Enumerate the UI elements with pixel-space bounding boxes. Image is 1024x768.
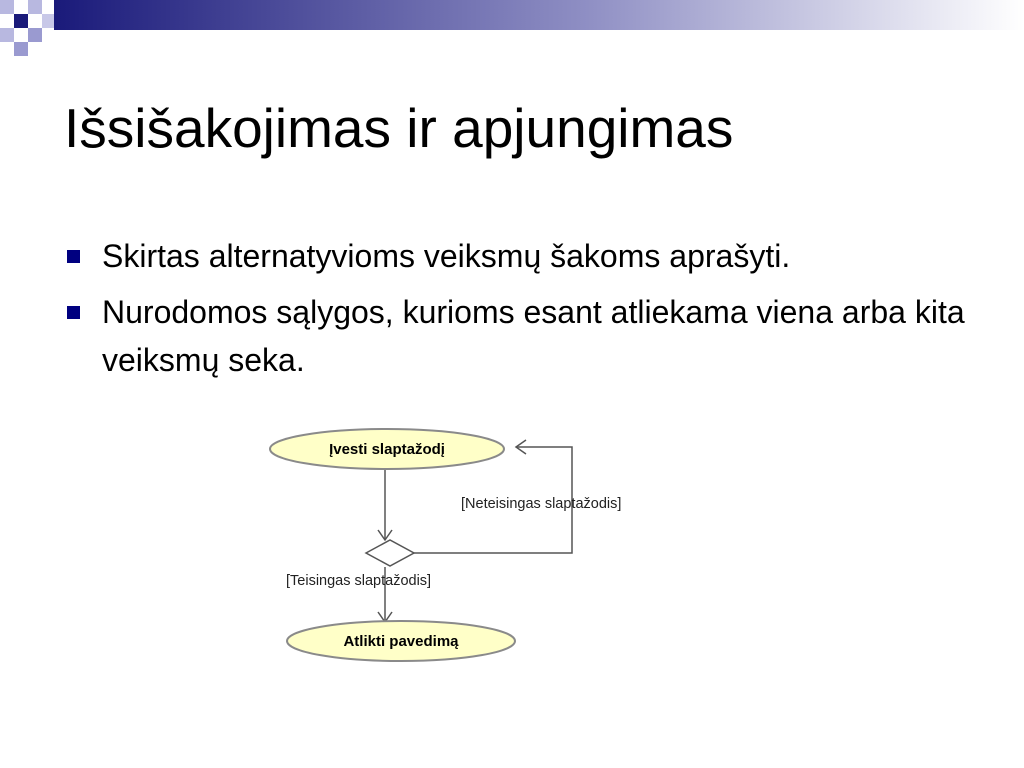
square-bullet-icon bbox=[67, 250, 80, 263]
bullet-text: Nurodomos sąlygos, kurioms esant atliekama viena arba kita veiksmų seka. bbox=[102, 294, 965, 378]
bullet-list bbox=[64, 232, 984, 392]
top-banner bbox=[0, 0, 1024, 64]
square-bullet-icon bbox=[67, 306, 80, 319]
decision-diamond bbox=[366, 540, 414, 566]
activity-diagram bbox=[255, 415, 695, 675]
bullet-text: Skirtas alternatyvioms veiksmų šakoms aprašyti. bbox=[102, 238, 791, 274]
banner-squares-logo bbox=[0, 0, 54, 56]
guard-label-correct: [Teisingas slaptažodis] bbox=[286, 573, 432, 589]
banner-gradient-bar bbox=[54, 0, 1024, 30]
bullet-item bbox=[64, 288, 984, 384]
slide-title: Išsišakojimas ir apjungimas bbox=[64, 97, 734, 159]
bullet-item bbox=[64, 232, 984, 280]
guard-label-incorrect: [Neteisingas slaptažodis] bbox=[461, 496, 622, 512]
activity-enter-password-label: Įvesti slaptažodį bbox=[329, 441, 445, 458]
activity-perform-transfer-label: Atlikti pavedimą bbox=[343, 633, 459, 650]
